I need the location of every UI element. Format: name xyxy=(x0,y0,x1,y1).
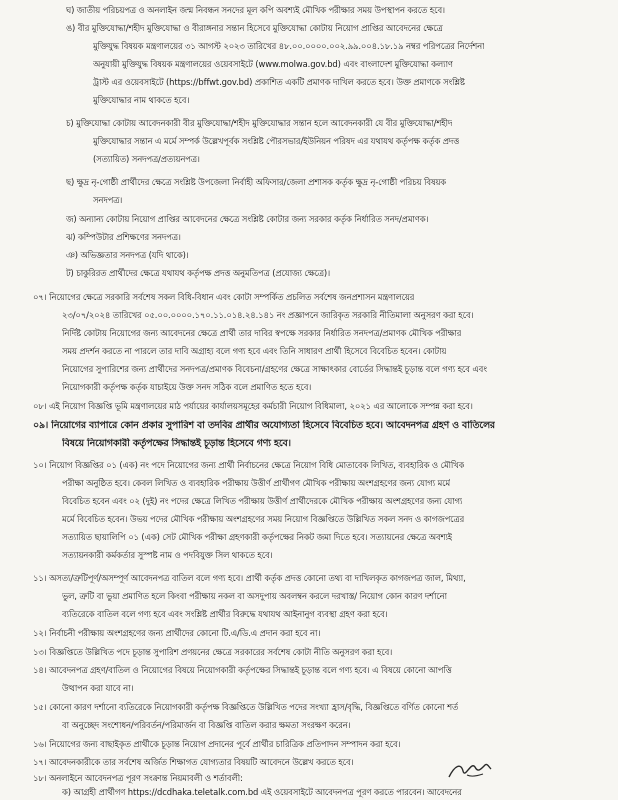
handwritten-signature xyxy=(445,757,495,783)
clause-10-cont-3: মর্মে বিবেচিত হবেন। উভয় পদের মৌখিক পরীক্ষায় অংশগ্রহণের সময় নিয়োগ বিজ্ঞপ্তিতে উল্লিখিত সকল সনদ ও কাগজপত্রের xyxy=(62,514,465,524)
para-umo: ঙ) বীর মুক্তিযোদ্ধা/শহীদ মুক্তিযোদ্ধা ও বীরাঙ্গনার সন্তান হিসেবে মুক্তিযোদ্ধা কোটায় নিয়োগ প্রাপ্তির আবেদনের ক্ষেত্রে xyxy=(66,23,443,33)
clause-11-cont-1: ভুল, ত্রুটি বা ভুয়া প্রমাণিত হলে কিংবা পরীক্ষায় নকল বা অসদুপায় অবলম্বন করলে দরখাস্ত/ নিয়োগ কোন কারণ দর্শানো xyxy=(62,591,448,601)
clause-14-cont: উত্থাপন করা যাবে না। xyxy=(62,683,134,693)
clause-09-bold: ০৯। নিয়োগের ব্যাপারে কোন প্রকার সুপারিশ বা তদবির প্রার্থীর অযোগ্যতা হিসেবে বিবেচিত হবে। আবেদনপত্র গ্রহণ ও বাতিলের xyxy=(33,420,495,431)
para-cha-cont-2: (সত্যায়িত) সনদপত্র/প্রত্যয়নপত্র। xyxy=(93,154,200,164)
clause-11-cont-2: ব্যতিরেকে বাতিল বলে গণ্য হবে এবং সংশ্লিষ্ট প্রার্থীর বিরুদ্ধে যথাযথ আইনানুগ ব্যবস্থা গ্রহণ করা হবে। xyxy=(62,609,388,619)
para-umo-cont-4: মুক্তিযোদ্ধার নাম থাকতে হবে। xyxy=(93,95,190,105)
para-umo-cont-2: অনুযায়ী মুক্তিযুদ্ধ বিষয়ক মন্ত্রণালয়ের ওয়েবসাইটে (www.molwa.gov.bd) এবং বাংলাদেশ মুক্তিযোদ্ধা কল্যাণ xyxy=(93,59,453,69)
para-ta: ট) চাকুরিরত প্রার্থীদের ক্ষেত্রে যথাযথ কর্তৃপক্ষ প্রদত্ত অনুমতিপত্র (প্রযোজ্য ক্ষেত্রে)। xyxy=(66,268,330,278)
clause-09-bold-cont: বিষয়ে নিয়োগকারী কর্তৃপক্ষের সিদ্ধান্তই চূড়ান্ত হিসেবে গণ্য হবে। xyxy=(62,438,291,449)
para-umo-cont-1: মুক্তিযুদ্ধ বিষয়ক মন্ত্রণালয়ের ৩১ আগস্ট ২০২৩ তারিখের ৪৮.০০.০০০০.০০২.৯৯.০০৪.১৮.১৯ নম্বর পরিপত্রের নির্দেশনা xyxy=(93,41,485,51)
clause-07-cont-4: নিয়োগের সুপারিশের জন্য প্রার্থীদের সনদপত্র/প্রমাণক বিবেচনা/গ্রহণের ক্ষেত্রে সাক্ষাৎকার বোর্ডের সিদ্ধান্তই চূড়ান্ত বলে গণ্য হবে এবং xyxy=(62,364,487,374)
clause-08: ০৮। এই নিয়োগ বিজ্ঞপ্তি ভূমি মন্ত্রণালয়ের মাঠ পর্যায়ের কার্যালয়সমূহের কর্মচারী নিয়োগ বিধিমালা, ২০২১ এর আলোকে সম্পন্ন করা হবে। xyxy=(33,401,473,411)
clause-07-cont-2: নির্দিষ্ট কোটায় নিয়োগের জন্য আবেদনের ক্ষেত্রে প্রার্থী তার দাবির স্বপক্ষে সরকার নির্ধারিত সনদপত্র/প্রমাণক মৌখিক পরীক্ষার xyxy=(62,328,462,338)
clause-10-cont-2: বিবেচিত হবেন এবং ০২ (দুই) নং পদের ক্ষেত্রে লিখিত পরীক্ষায় উত্তীর্ণ প্রার্থীদেরকে মৌখিক পরীক্ষায় অংশগ্রহণের জন্য যোগ্য xyxy=(62,496,463,506)
para-ja: জ) অন্যান্য কোটায় নিয়োগ প্রাপ্তির আবেদনের ক্ষেত্রে সংশ্লিষ্ট কোটার জন্য সরকার কর্তৃক নির্ধারিত সনদ/প্রমাণক। xyxy=(66,214,429,224)
clause-07-cont-3: সময় প্রদর্শন করতে না পারলে তার দাবি অগ্রাহ্য বলে গণ্য হবে এবং তিনি সাধারণ প্রার্থী হিসেবে বিবেচিত হবেন। কোটায় xyxy=(62,346,447,356)
clause-07-cont-1: ২৩/০৭/২০২৪ তারিখের ০৫.০০.০০০০.১৭০.১১.০১৪.২৪.১৪১ নং প্রজ্ঞাপনে জারিকৃত সরকারি নীতিমালা অনুসরণ করা হবে। xyxy=(62,310,474,320)
clause-10: ১০। নিয়োগ বিজ্ঞপ্তির ০১ (এক) নং পদে নিয়োগের জন্য প্রার্থী নির্বাচনের ক্ষেত্রে নিয়োগ বিধি মোতাবেক লিখিত, ব্যবহারিক ও মৌখিক xyxy=(33,460,465,470)
para-cha: চ) মুক্তিযোদ্ধা কোটায় আবেদনকারী বীর মুক্তিযোদ্ধা/শহীদ মুক্তিযোদ্ধার সন্তান হলে আবেদনকারী যে বীর মুক্তিযোদ্ধা/শহীদ xyxy=(66,118,453,128)
clause-07-cont-5: নিয়োগকারী কর্তৃপক্ষ কর্তৃক যাচাইয়ে উক্ত সনদ সঠিক বলে প্রমাণিত হতে হবে। xyxy=(62,382,312,392)
clause-15: ১৫। কোনো কারণ দর্শানো ব্যতিরেকে নিয়োগকারী কর্তৃপক্ষ বিজ্ঞপ্তিতে উল্লিখিত পদের সংখ্যা হ্রাস/বৃদ্ধি, বিজ্ঞপ্তিতে বর্ণিত কোনো শর্ত xyxy=(33,702,459,712)
clause-10-cont-5: সত্যায়নকারী কর্মকর্তার সুস্পষ্ট নাম ও পদবিযুক্ত সিল থাকতে হবে। xyxy=(62,550,273,560)
clause-07: ০৭। নিয়োগের ক্ষেত্রে সরকারি সর্বশেষ সকল বিধি-বিধান এবং কোটা সম্পর্কিত প্রচলিত সর্বশেষ জনপ্রশাসন মন্ত্রণালয়ের xyxy=(33,292,415,302)
para-gha: ঘ) জাতীয় পরিচয়পত্র ও অনলাইন জন্ম নিবন্ধন সনদের মূল কপি অবশ্যই মৌখিক পরীক্ষার সময় উপস্থাপন করতে হবে। xyxy=(66,5,445,15)
para-chha: ছ) ক্ষুদ্র নৃ-গোষ্ঠী প্রার্থীদের ক্ষেত্রে সংশ্লিষ্ট উপজেলা নির্বাহী অফিসার/জেলা প্রশাসক কর্তৃক ক্ষুদ্র নৃ-গোষ্ঠী পরিচয় বিষয়ক xyxy=(66,177,447,187)
para-cha-cont-1: মুক্তিযোদ্ধার সন্তান এ মর্মে সম্পর্ক উল্লেখপূর্বক সংশ্লিষ্ট পৌরসভার/ইউনিয়ন পরিষদ এর যথাযথ কর্তৃপক্ষ কর্তৃক প্রদত্ত xyxy=(93,136,460,146)
clause-18: ১৮। অনলাইনে আবেদনপত্র পূরণ সংক্রান্ত নিয়মাবলী ও শর্তাবলী: xyxy=(33,773,243,783)
clause-10-cont-4: সত্যায়িত ছায়ালিপি ০১ (এক) সেট মৌখিক পরীক্ষা গ্রহণকারী কর্তৃপক্ষের নিকট জমা দিতে হবে। সত্যায়নের ক্ষেত্রে অবশ্যই xyxy=(62,532,453,542)
clause-13: ১৩। বিজ্ঞপ্তিতে উল্লিখিত পদে চূড়ান্ত সুপারিশ প্রণয়নের ক্ষেত্রে সরকারের সর্বশেষ কোটা নীতি অনুসরণ করা হবে। xyxy=(33,647,393,657)
clause-18-ka: ক) আগ্রহী প্রার্থীগণ https://dcdhaka.teletalk.com.bd এই ওয়েবসাইটে আবেদনপত্র পূরণ করতে পারবেন। আবেদনের xyxy=(62,787,462,797)
para-nya: ঞ) অভিজ্ঞতার সনদপত্র (যদি থাকে)। xyxy=(66,250,189,260)
para-chha-cont: সনদপত্র। xyxy=(93,195,123,205)
clause-12: ১২। নির্বাচনী পরীক্ষায় অংশগ্রহণের জন্য প্রার্থীদের কোনো টি.এ/ডি.এ প্রদান করা হবে না। xyxy=(33,628,321,638)
clause-11: ১১। অসত্য/ত্রুটিপূর্ণ/অসম্পূর্ণ আবেদনপত্র বাতিল বলে গণ্য হবে। প্রার্থী কর্তৃক প্রদত্ত কোনো তথ্য বা দাখিলকৃত কাগজপত্র জাল, মিথ্যা, xyxy=(33,573,466,583)
clause-15-cont: বা অনুচ্ছেদ সংশোধন/পরিবর্তন/পরিমার্জন বা বিজ্ঞপ্তি বাতিল করার ক্ষমতা সংরক্ষণ করেন। xyxy=(62,720,351,730)
clause-14: ১৪। আবেদনপত্র গ্রহণ/বাতিল ও নিয়োগের বিষয়ে নিয়োগকারী কর্তৃপক্ষের সিদ্ধান্তই চূড়ান্ত বলে গণ্য হবে। এ বিষয়ে কোনো আপত্তি xyxy=(33,665,452,675)
para-jha: ঝ) কম্পিউটার প্রশিক্ষণের সনদপত্র। xyxy=(66,232,181,242)
clause-10-cont-1: পরীক্ষা অনুষ্ঠিত হবে। কেবল লিখিত ও ব্যবহারিক পরীক্ষায় উত্তীর্ণ প্রার্থীগণ মৌখিক পরীক্ষায় অংশগ্রহণের জন্য যোগ্য মর্মে xyxy=(62,478,451,488)
para-umo-cont-3: ট্রাস্ট এর ওয়েবসাইটে (https://bffwt.gov.bd) প্রকাশিত একটি প্রমাণক দাখিল করতে হবে। উক্ত প্রমাণকে সংশ্লিষ্ট xyxy=(93,77,465,87)
clause-17: ১৭। আবেদনকারীকে তার সর্বশেষ অর্জিত শিক্ষাগত যোগ্যতার বিষয়টি আবেদনে উল্লেখ করতে হবে। xyxy=(33,757,354,767)
clause-16: ১৬। নিয়োগের জন্য বাছাইকৃত প্রার্থীকে চূড়ান্ত নিয়োগ প্রদানের পূর্বে প্রার্থীর চারিত্রিক প্রতিপাদন সম্পাদন করা হবে। xyxy=(33,739,401,749)
